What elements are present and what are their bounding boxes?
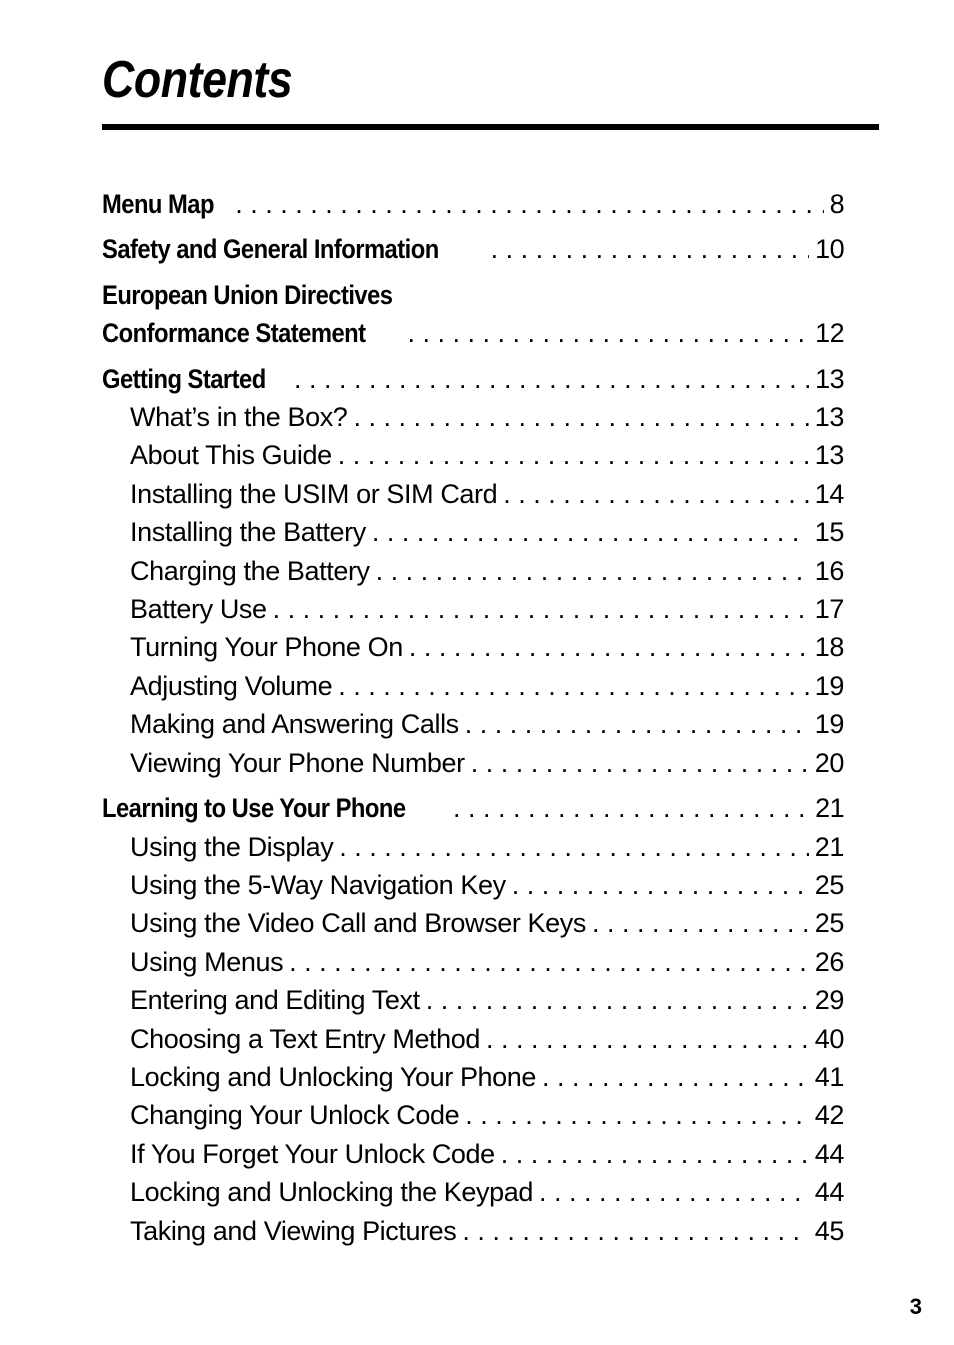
- toc-entry-battery-use[interactable]: [102, 590, 844, 628]
- dot-leader: [338, 436, 809, 474]
- toc-entry-label: Taking and Viewing Pictures: [130, 1215, 457, 1246]
- page-title: Contents: [102, 51, 293, 109]
- toc-entry-page: 13: [815, 363, 844, 394]
- toc-entry-label-line1: European Union Directives: [102, 279, 393, 310]
- toc-entry-page: 14: [814, 478, 844, 509]
- dot-leader: [512, 866, 809, 904]
- toc-entry-using-menus[interactable]: [102, 943, 844, 981]
- toc-entry-video-browser-keys[interactable]: [102, 904, 844, 942]
- toc-entry-page: 16: [814, 555, 844, 586]
- toc-entry-taking-pictures[interactable]: [102, 1212, 844, 1250]
- dot-leader: [338, 667, 809, 705]
- toc-entry-label: Learning to Use Your Phone: [102, 793, 406, 824]
- dot-leader: [471, 744, 809, 782]
- toc-entry-page: 44: [814, 1177, 844, 1208]
- toc-entry-page: 19: [814, 670, 844, 701]
- toc-entry-page: 13: [814, 402, 844, 433]
- toc-entry-learning-phone[interactable]: [102, 789, 844, 827]
- dot-leader: [353, 398, 808, 436]
- toc-entry-page: 17: [814, 594, 844, 625]
- toc-entry-page: 13: [814, 440, 844, 471]
- toc-entry-eu-directives[interactable]: [102, 314, 844, 352]
- toc-entry-page: 25: [814, 908, 844, 939]
- dot-leader: [426, 981, 809, 1019]
- toc-entry-label: Battery Use: [130, 594, 267, 625]
- toc-entry-page: 41: [814, 1061, 844, 1092]
- toc-entry-label: Turning Your Phone On: [130, 632, 403, 663]
- dot-leader: [235, 185, 823, 223]
- dot-leader: [372, 513, 809, 551]
- dot-leader: [465, 705, 809, 743]
- toc-entry-label: Making and Answering Calls: [130, 709, 459, 740]
- toc-entry-page: 21: [814, 831, 844, 862]
- toc-entry-label: Conformance Statement: [102, 318, 366, 349]
- toc-entry-page: 25: [814, 869, 844, 900]
- dot-leader: [407, 314, 809, 352]
- dot-leader: [486, 1020, 809, 1058]
- toc-entry-page: 15: [814, 517, 844, 548]
- toc-entry-label: Using the 5-Way Navigation Key: [130, 869, 506, 900]
- dot-leader: [539, 1173, 809, 1211]
- toc-entry-page: 20: [814, 747, 844, 778]
- toc-entry-label: Viewing Your Phone Number: [130, 747, 465, 778]
- toc-entry-installing-sim[interactable]: [102, 475, 844, 513]
- toc-entry-label: Choosing a Text Entry Method: [130, 1023, 481, 1054]
- table-of-contents: [102, 185, 844, 1250]
- toc-entry-forget-unlock-code[interactable]: [102, 1135, 844, 1173]
- dot-leader: [294, 360, 809, 398]
- toc-entry-page: 21: [815, 793, 844, 824]
- toc-entry-label: Adjusting Volume: [130, 670, 333, 701]
- toc-entry-whats-in-box[interactable]: [102, 398, 844, 436]
- toc-entry-label: Safety and General Information: [102, 234, 439, 265]
- toc-entry-label: If You Forget Your Unlock Code: [130, 1138, 495, 1169]
- toc-entry-label: Installing the USIM or SIM Card: [130, 478, 498, 509]
- dot-leader: [503, 475, 809, 513]
- dot-leader: [339, 828, 808, 866]
- dot-leader: [542, 1058, 809, 1096]
- toc-entry-page: 45: [814, 1215, 844, 1246]
- toc-entry-editing-text[interactable]: [102, 981, 844, 1019]
- toc-entry-text-entry-method[interactable]: [102, 1020, 844, 1058]
- dot-leader: [289, 943, 809, 981]
- toc-entry-about-guide[interactable]: [102, 436, 844, 474]
- toc-entry-label: Locking and Unlocking Your Phone: [130, 1061, 537, 1092]
- toc-entry-label: Changing Your Unlock Code: [130, 1100, 460, 1131]
- dot-leader: [592, 904, 809, 942]
- toc-entry-turning-on[interactable]: [102, 628, 844, 666]
- toc-entry-viewing-number[interactable]: [102, 744, 844, 782]
- toc-entry-getting-started[interactable]: [102, 360, 844, 398]
- toc-entry-label: Locking and Unlocking the Keypad: [130, 1177, 533, 1208]
- page-number: 3: [909, 1294, 922, 1319]
- toc-entry-menu-map[interactable]: [102, 185, 844, 223]
- toc-entry-page: 29: [814, 985, 844, 1016]
- toc-entry-label: About This Guide: [130, 440, 332, 471]
- toc-entry-page: 18: [814, 632, 844, 663]
- toc-entry-page: 40: [814, 1023, 844, 1054]
- toc-entry-installing-battery[interactable]: [102, 513, 844, 551]
- toc-entry-page: 19: [814, 709, 844, 740]
- toc-entry-label: What’s in the Box?: [130, 402, 348, 433]
- toc-entry-label: Charging the Battery: [130, 555, 370, 586]
- toc-entry-page: 8: [829, 189, 844, 219]
- toc-entry-label: Using the Display: [130, 831, 334, 862]
- toc-entry-making-calls[interactable]: [102, 705, 844, 743]
- toc-entry-navigation-key[interactable]: [102, 866, 844, 904]
- dot-leader: [453, 789, 809, 827]
- dot-leader: [491, 230, 810, 268]
- toc-entry-label: Using Menus: [130, 946, 284, 977]
- toc-entry-label: Installing the Battery: [130, 517, 366, 548]
- dot-leader: [409, 628, 809, 666]
- dot-leader: [376, 552, 809, 590]
- toc-entry-page: 44: [814, 1138, 844, 1169]
- toc-entry-using-display[interactable]: [102, 828, 844, 866]
- toc-entry-locking-phone[interactable]: [102, 1058, 844, 1096]
- toc-entry-label: Getting Started: [102, 363, 266, 394]
- toc-entry-locking-keypad[interactable]: [102, 1173, 844, 1211]
- toc-entry-unlock-code[interactable]: [102, 1096, 844, 1134]
- dot-leader: [462, 1212, 808, 1250]
- toc-entry-page: 26: [814, 946, 844, 977]
- toc-entry-page: 10: [815, 234, 844, 265]
- toc-entry-label: Menu Map: [102, 189, 214, 219]
- toc-entry-safety[interactable]: [102, 230, 844, 268]
- dot-leader: [501, 1135, 809, 1173]
- toc-entry-page: 42: [814, 1100, 844, 1131]
- toc-entry-adjusting-volume[interactable]: [102, 667, 844, 705]
- dot-leader: [273, 590, 809, 628]
- dot-leader: [465, 1096, 809, 1134]
- title-rule: [102, 124, 879, 130]
- toc-entry-label: Using the Video Call and Browser Keys: [130, 908, 586, 939]
- toc-entry-label: Entering and Editing Text: [130, 985, 420, 1016]
- toc-entry-charging-battery[interactable]: [102, 552, 844, 590]
- toc-entry-page: 12: [815, 318, 844, 349]
